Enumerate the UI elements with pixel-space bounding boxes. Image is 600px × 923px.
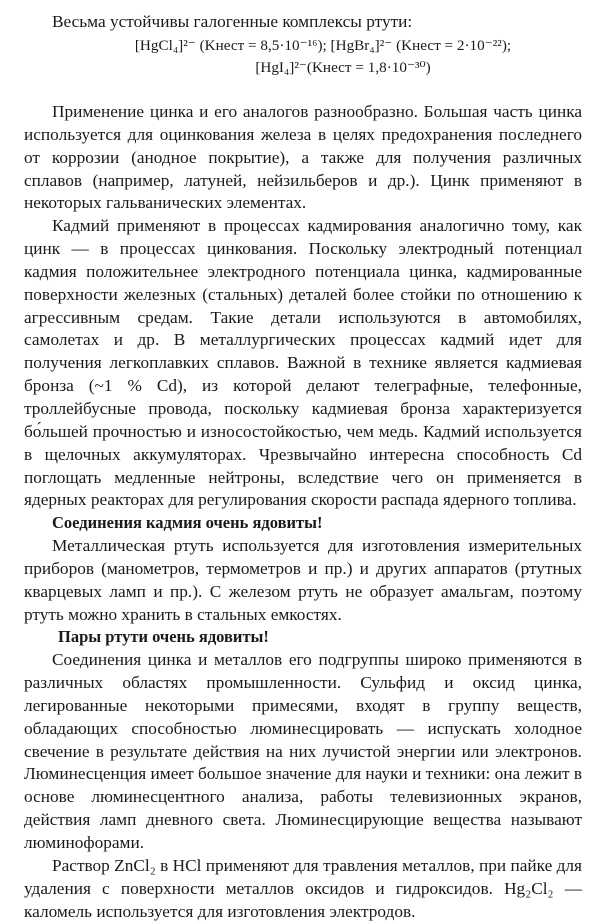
paragraph-cadmium-use: Кадмий применяют в процессах кадмирования аналогично тому, как цинк — в процессах цинкования. Поскольку электродный потенциал кадмия положительнее электродного потенциала цинка, кадмированные поверхности железных (стальных) деталей более стойки по отношению к агрессивным средам. Такие детали используются в автомобилях, самолетах и др. В металлургических процессах кадмий идет для получения легкоплавких сплавов. Важной в технике является кадмиевая бронза (~1 % Cd), из которой делают телеграфные, телефонные, троллейбусные провода, поскольку кадмиевая бронза характеризуется бо́льшей прочностью и износостойкостью, чем медь. Кадмий используется в щелочных аккумуляторах. Чрезвычайно интересна способность Cd поглощать медленные нейтроны, вследствие чего он применяется в ядерных реакторах для регулирования скорости распада ядерного топлива. bbox=[24, 216, 582, 510]
formula-block bbox=[24, 35, 582, 79]
cadmium-warning: Соединения кадмия очень ядовиты! bbox=[52, 513, 323, 533]
paragraph-mercury-use: Металлическая ртуть используется для изготовления измерительных приборов (манометров, термометров и пр.) и других аппаратов (ртутных кварцевых ламп и пр.). С железом ртуть не образует амальгам, поэтому ртуть можно хранить в стальных емкостях. bbox=[24, 536, 582, 624]
paragraph-zinc-use: Применение цинка и его аналогов разнообразно. Большая часть цинка используется для оцинкования железа в целях предохранения последнего от коррозии (анодное покрытие), а также для получения различных сплавов (например, латуней, нейзильберов и др.). Цинк применяют в некоторых гальванических элементах. bbox=[24, 102, 582, 213]
formula-line-1: [HgCl₄]²⁻ (Kнест = 8,5·10⁻¹⁶); [HgBr₄]²⁻ (Kнест = 2·10⁻²²); bbox=[134, 37, 512, 54]
intro-line: Весьма устойчивы галогенные комплексы ртути: bbox=[52, 12, 413, 31]
mercury-warning: Пары ртути очень ядовиты! bbox=[58, 627, 269, 647]
formula-line-2: [HgI₄]²⁻(Kнест = 1,8·10⁻³⁰) bbox=[255, 59, 431, 76]
paragraph-luminescence: Соединения цинка и металлов его подгруппы широко применяются в различных областях промышленности. Сульфид и оксид цинка, легированные некоторыми примесями, входят в группу веществ, обладающих способностью люминесцировать — испускать холодное свечение в результате действия на них лучистой энергии или электронов. Люминесценция имеет большое значение для науки и техники: она лежит в основе люминесцентного анализа, работы телевизионных экранов, действия ламп дневного света. Люминесцирующие вещества называют люминофорами. bbox=[24, 650, 582, 852]
paragraph-zncl2: Раствор ZnCl₂ в HCl применяют для травления металлов, при пайке для удаления с поверхности металлов оксидов и гидроксидов. Hg₂Cl₂ — каломель используется для изготовления электродов. bbox=[24, 855, 582, 921]
